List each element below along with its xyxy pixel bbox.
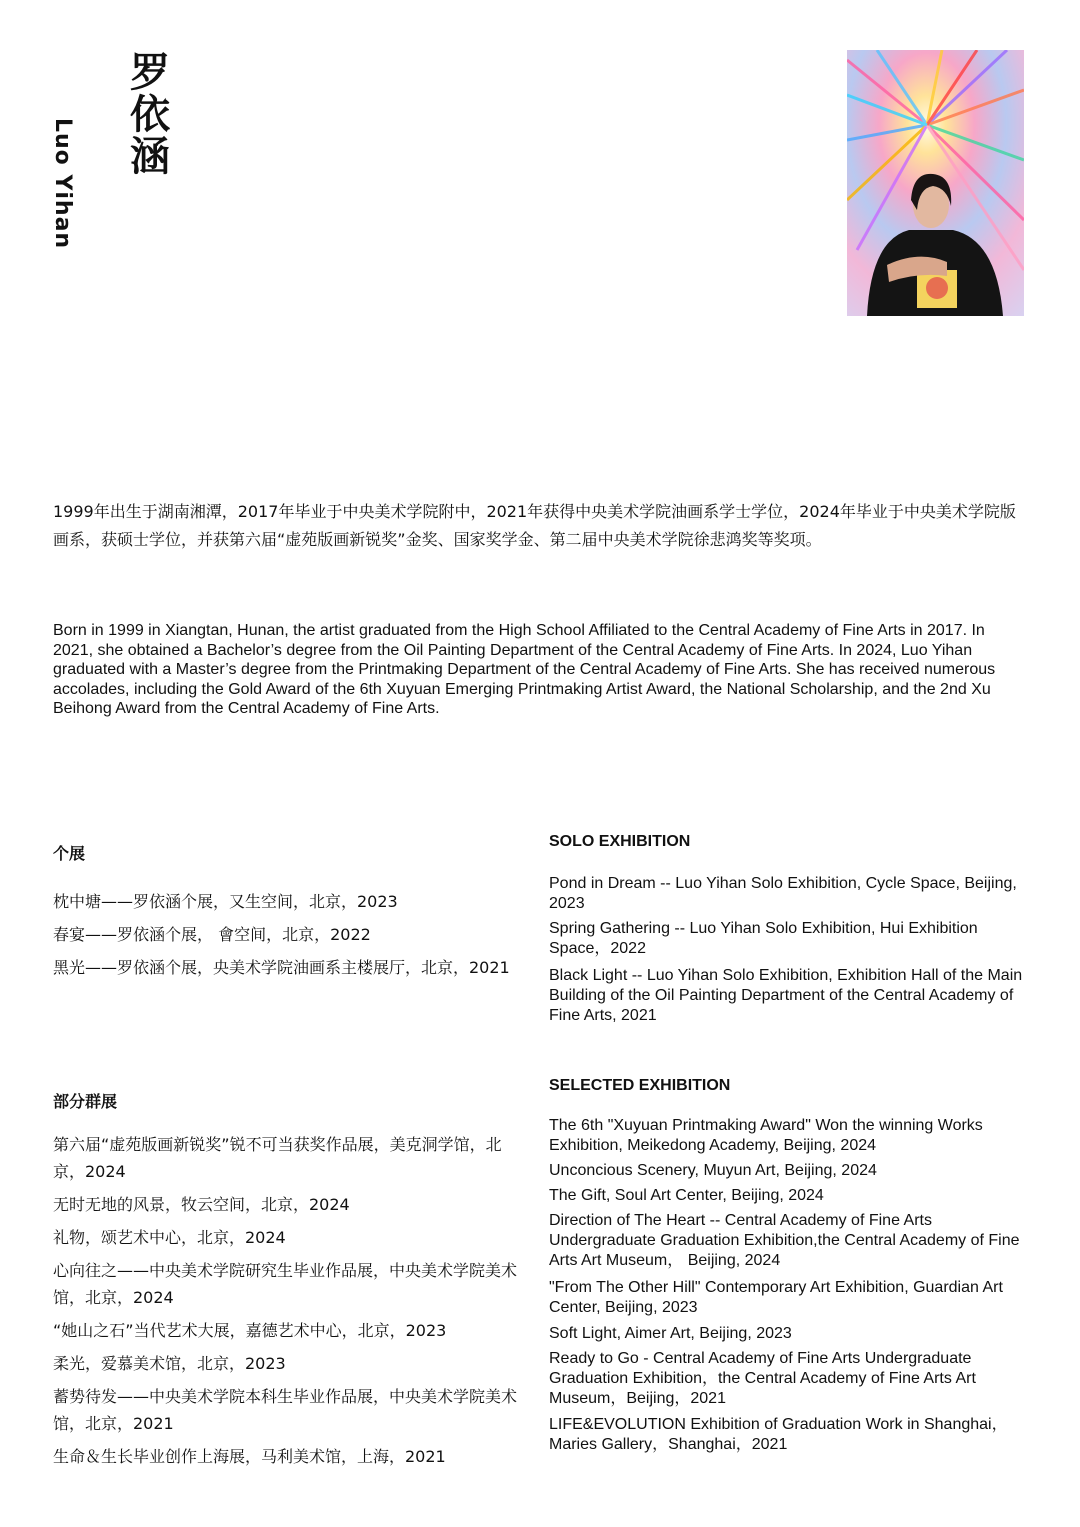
group-exhibition-heading-chinese: 部分群展	[53, 1092, 118, 1111]
solo-exhibition-heading-english: SOLO EXHIBITION	[549, 833, 691, 850]
solo-exhibition-item: 枕中塘——罗依涵个展，又生空间，北京，2023	[53, 892, 398, 911]
artist-name-english: Luo Yihan	[50, 118, 75, 250]
group-exhibition-item: Ready to Go - Central Academy of Fine Arts Undergraduate Graduation Exhibition，the Central Academy of Fine Arts Art Museum，Beijing，2021	[549, 1350, 976, 1407]
solo-exhibition-item: 黑光——罗依涵个展，央美术学院油画系主楼展厅，北京，2021	[53, 958, 510, 977]
group-exhibition-item: The 6th "Xuyuan Printmaking Award" Won the winning Works Exhibition, Meikedong Academy, Beijing, 2024	[549, 1117, 983, 1154]
group-exhibition-item: Direction of The Heart -- Central Academy of Fine Arts Undergraduate Graduation Exhibition,the Central Academy of Fine Arts Art Museum， Beijing, 2024	[549, 1212, 1020, 1269]
group-exhibition-list-english	[549, 1116, 1027, 1455]
solo-exhibition-heading-chinese: 个展	[53, 844, 86, 863]
solo-exhibition-item: Spring Gathering -- Luo Yihan Solo Exhibition, Hui Exhibition Space，2022	[549, 920, 978, 957]
group-exhibition-item: Soft Light, Aimer Art, Beijing, 2023	[549, 1325, 792, 1342]
solo-exhibition-item: Black Light -- Luo Yihan Solo Exhibition, Exhibition Hall of the Main Building of the Oil Painting Department of the Central Academy of Fine Arts, 2021	[549, 967, 1023, 1024]
group-exhibition-list-chinese	[53, 1131, 531, 1476]
group-exhibition-item: 无时无地的风景，牧云空间，北京，2024	[53, 1195, 350, 1214]
group-exhibition-item: 柔光，爱慕美术馆，北京，2023	[53, 1354, 286, 1373]
solo-exhibition-list-english	[549, 874, 1027, 1026]
group-exhibition-item: 蓄势待发——中央美术学院本科生毕业作品展，中央美术学院美术馆，北京，2021	[53, 1387, 518, 1433]
artist-name-chinese: 罗依涵	[130, 50, 170, 180]
group-exhibition-item: "From The Other Hill" Contemporary Art Exhibition, Guardian Art Center, Beijing, 2023	[549, 1279, 1003, 1316]
biography-chinese: 1999年出生于湖南湘潭，2017年毕业于中央美术学院附中，2021年获得中央美术学院油画系学士学位，2024年毕业于中央美术学院版画系，获硕士学位，并获第六届“虚苑版画新锐奖”金奖、国家奖学金、第二届中央美术学院徐悲鸿奖等奖项。	[53, 502, 1016, 549]
solo-exhibition-item: Pond in Dream -- Luo Yihan Solo Exhibition, Cycle Space, Beijing, 2023	[549, 875, 1017, 912]
group-exhibition-item: 第六届“虚苑版画新锐奖”锐不可当获奖作品展，美克洞学馆，北京，2024	[53, 1135, 502, 1181]
biography-english: Born in 1999 in Xiangtan, Hunan, the artist graduated from the High School Affiliated to the Central Academy of Fine Arts in 2017. In 2021, she obtained a Bachelor’s degree from the Oil Painting Department of the Central Academy of Fine Arts. In 2024, Luo Yihan graduated with a Master’s degree from the Printmaking Department of the Central Academy of Fine Arts. She has received numerous accolades, including the Gold Award of the 6th Xuyuan Emerging Printmaking Artist Award, the National Scholarship, and the 2nd Xu Beihong Award from the Central Academy of Fine Arts.	[53, 622, 996, 718]
group-exhibition-item: 生命＆生长毕业创作上海展，马利美术馆，上海，2021	[53, 1447, 446, 1466]
group-exhibition-item: The Gift, Soul Art Center, Beijing, 2024	[549, 1187, 824, 1204]
artist-portrait-image	[847, 50, 1024, 316]
solo-exhibition-item: 春宴——罗依涵个展， 會空间，北京，2022	[53, 925, 371, 944]
artist-photo	[847, 50, 1024, 316]
group-exhibition-item: 心向往之——中央美术学院研究生毕业作品展，中央美术学院美术馆，北京，2024	[53, 1261, 518, 1307]
solo-exhibition-list-chinese	[53, 888, 531, 987]
group-exhibition-item: “她山之石”当代艺术大展，嘉德艺术中心，北京，2023	[53, 1321, 447, 1340]
group-exhibition-item: Unconcious Scenery, Muyun Art, Beijing, 2024	[549, 1162, 877, 1179]
group-exhibition-item: LIFE&EVOLUTION Exhibition of Graduation Work in Shanghai， Maries Gallery，Shanghai，2021	[549, 1416, 1008, 1453]
group-exhibition-heading-english: SELECTED EXHIBITION	[549, 1077, 731, 1094]
group-exhibition-item: 礼物，颂艺术中心，北京，2024	[53, 1228, 286, 1247]
